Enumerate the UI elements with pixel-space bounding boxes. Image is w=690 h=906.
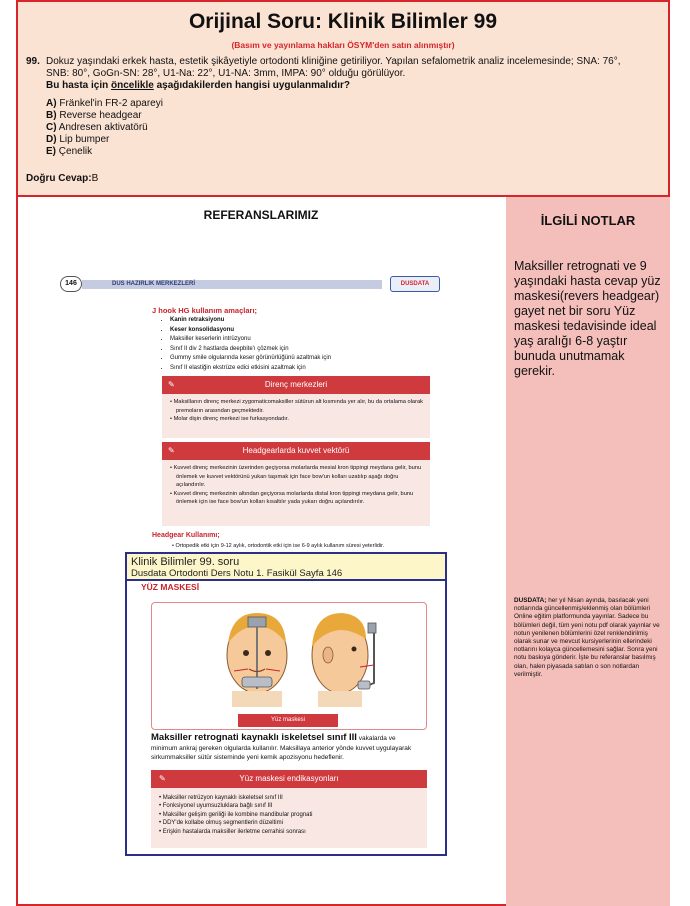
list-item: • Sınıf II elastiğin ekstrüze edici etkisini azaltmak için: [170, 364, 331, 374]
notes-column: [506, 197, 670, 906]
notes-title: İLGİLİ NOTLAR: [540, 213, 636, 228]
vektor-header: [162, 442, 430, 460]
pen-icon: ✎: [168, 380, 175, 389]
overlay-line2: Dusdata Ortodonti Ders Notu 1. Fasikül Sayfa 146: [131, 568, 343, 579]
answer-value: B: [91, 173, 99, 184]
ask-after: aşağıdakilerden hangisi uygulanmalıdır?: [153, 80, 350, 91]
vektor-box: [162, 460, 430, 526]
dusdata-note: [514, 597, 664, 679]
question-box: [16, 0, 670, 197]
dusdata-label: DUSDATA;: [514, 597, 547, 604]
overlay-header: [127, 554, 445, 581]
notes-main-text: Maksiller retrognati ve 9 yaşındaki hasta cevap yüz maskesi(revers headgear) gayet net bir soru Yüz maskesi tedavisinde ideal yaş aralığı 6-8 yaştır bunuda unutmamak gerekir.: [514, 259, 661, 378]
face-mask-illustration: [151, 602, 427, 730]
maksiller-title-bold: Maksiller retrognati kaynaklı iskeletsel sınıf III: [151, 732, 357, 743]
yuz-maskesi-title: YÜZ MASKESİ: [141, 582, 200, 592]
list-item: • Keser konsolidasyonu: [170, 326, 331, 336]
option-d: [46, 134, 163, 146]
list-item: • Maksiller gelişim geriliği ile kombine mandibular prognati: [159, 811, 313, 818]
ask-before: Bu hasta için: [46, 80, 112, 91]
answer-label: Doğru Cevap:: [26, 173, 92, 184]
jhook-title: J hook HG kullanım amaçları;: [152, 306, 258, 315]
option-letter: A): [46, 98, 57, 109]
option-a: [46, 98, 163, 110]
book-header-bar: DUS HAZIRLIK MERKEZLERİ: [82, 280, 382, 289]
endikasyon-title: Yüz maskesi endikasyonları: [239, 774, 339, 783]
endikasyon-box: [151, 788, 427, 848]
option-letter: B): [46, 110, 57, 121]
list-item: • Kuvvet direnç merkezinin altından geçiyorsa molarlarda distal kron tippingi meydana gelir, bunu önlemek için ise face bow'un kolları kısaltılır yada yukarı doğru açılandırılır.: [170, 490, 414, 506]
copyright-note: (Basım ve yayınlama hakları ÖSYM'den satın alınmıştır): [231, 40, 455, 50]
list-item: • Fonksiyonel uyumsuzluklara bağlı sınıf III: [159, 803, 273, 810]
list-item: • Molar dişin direnç merkezi ise furkasyondadır.: [170, 416, 289, 423]
list-item: • Gummy smile olgularında keser görünürlüğünü azaltmak için: [170, 354, 331, 364]
list-item: • Kuvvet direnç merkezinin üzerinden geçiyorsa molarlarda mesial kron tippingi meydana gelir, bunu önlemek ve kuvvet vektörünü yukarı taşımak için face bow'un kolları uzatılıp aşağı doğru açılandırılır.: [170, 465, 422, 489]
option-text: Reverse headgear: [59, 110, 142, 121]
option-b: [46, 110, 163, 122]
option-letter: E): [46, 146, 56, 157]
jhook-list: [170, 316, 331, 374]
references-title: REFERANSLARIMIZ: [203, 208, 319, 222]
caption-bar: Yüz maskesi: [238, 714, 338, 727]
question-title: Orijinal Soru: Klinik Bilimler 99: [188, 10, 498, 33]
dusdata-text: her yıl Nisan ayında, basılacak yeni notlarında güncellenmiş/eklenmiş olan bölümleri Online eğitim platformunda yayınlar. Sadece bu bölümleri değil, tüm yeni notu pdf olarak yayınlar ve notun yenilenen bölümlerini özel renklendirilmiş olarak sunar ve mevcut kursiyerlerinin ellerindeki notlarını kolayca güncellemesini sağlar. Sonra yeni notu baskıya gönderir. İşte bu referanslar basılmış olan, halen piyasada satılan o son notlardan verilmiştir.: [514, 597, 660, 678]
direnc-title: Direnç merkezleri: [264, 380, 328, 389]
option-c: [46, 122, 163, 134]
face-mask-figures: [152, 603, 425, 707]
endikasyon-header: [151, 770, 427, 788]
pen-icon: ✎: [159, 774, 166, 783]
option-text: Fränkel'in FR-2 apareyi: [59, 98, 163, 109]
side-face-figure: [312, 613, 376, 707]
reference-overlay: [125, 552, 447, 856]
option-e: [46, 146, 163, 158]
option-text: Andresen aktivatörü: [58, 122, 148, 133]
list-item: • Kanin retraksiyonu: [170, 316, 331, 326]
ortho-line: • Ortopedik etki için 9-12 aylık, ortodontik etki için ise 6-9 aylık kullanım süresi yeterlidir.: [172, 543, 385, 549]
dusdata-logo: DUSDATA: [390, 276, 440, 292]
maksiller-text: minimum ankraj gereken olgularda kullanılır. Maksillaya anterior yönde kuvvet uygulayarak sirkummaksiller sütür sisteminde yeni kemik apozisyonu hedeflenir.: [151, 745, 412, 761]
ask-underlined: öncelikle: [111, 80, 154, 91]
options-list: [46, 98, 163, 158]
pen-icon: ✎: [168, 446, 175, 455]
list-item: • Maksiller keserlerin intrüzyonu: [170, 335, 331, 345]
maksiller-title: [151, 732, 396, 743]
vektor-title: Headgearlarda kuvvet vektörü: [242, 446, 350, 455]
direnc-box: [162, 394, 430, 438]
page-number: 146: [60, 276, 82, 292]
option-letter: D): [46, 134, 57, 145]
list-item: • Sınıf II div 2 hastlarda deepbite'ı çözmek için: [170, 345, 331, 355]
front-face-figure: [227, 613, 287, 707]
question-ask: [46, 80, 350, 91]
headgear-title: Headgear Kullanımı;: [152, 532, 220, 539]
option-letter: C): [46, 122, 57, 133]
book-header: [60, 276, 440, 292]
list-item: • Erişkin hastalarda maksiller ilerletme cerrahisi sonrası: [159, 828, 306, 835]
option-text: Çenelik: [58, 146, 93, 157]
list-item: • DDY'de kollabe olmuş segmentlerin düzeltimi: [159, 820, 283, 827]
direnc-header: [162, 376, 430, 394]
list-item: • Maksiller retrüzyon kaynaklı iskeletsel sınıf III: [159, 795, 283, 801]
overlay-line1: Klinik Bilimler 99. soru: [131, 556, 240, 568]
question-text: Dokuz yaşındaki erkek hasta, estetik şikâyetiyle ortodonti kliniğine getiriliyor. Yapılan sefalometrik analiz incelemesinde; SNA: 76°, SNB: 80°, GoGn-SN: 28°, U1-Na: 22°, U1-NA: 3mm, IMPA: 90° olduğu görülüyor.: [46, 56, 621, 79]
maksiller-title-tail: vakalarda ve: [356, 735, 396, 742]
question-number: 99.: [26, 56, 40, 67]
correct-answer: [26, 173, 98, 184]
option-text: Lip bumper: [59, 134, 110, 145]
list-item: • Maksillanın direnç merkezi zygomaticomaksiller sütürun alt kısmında yer alır, bu da ortalama olarak premoların arasından geçmektedir.: [170, 399, 423, 414]
